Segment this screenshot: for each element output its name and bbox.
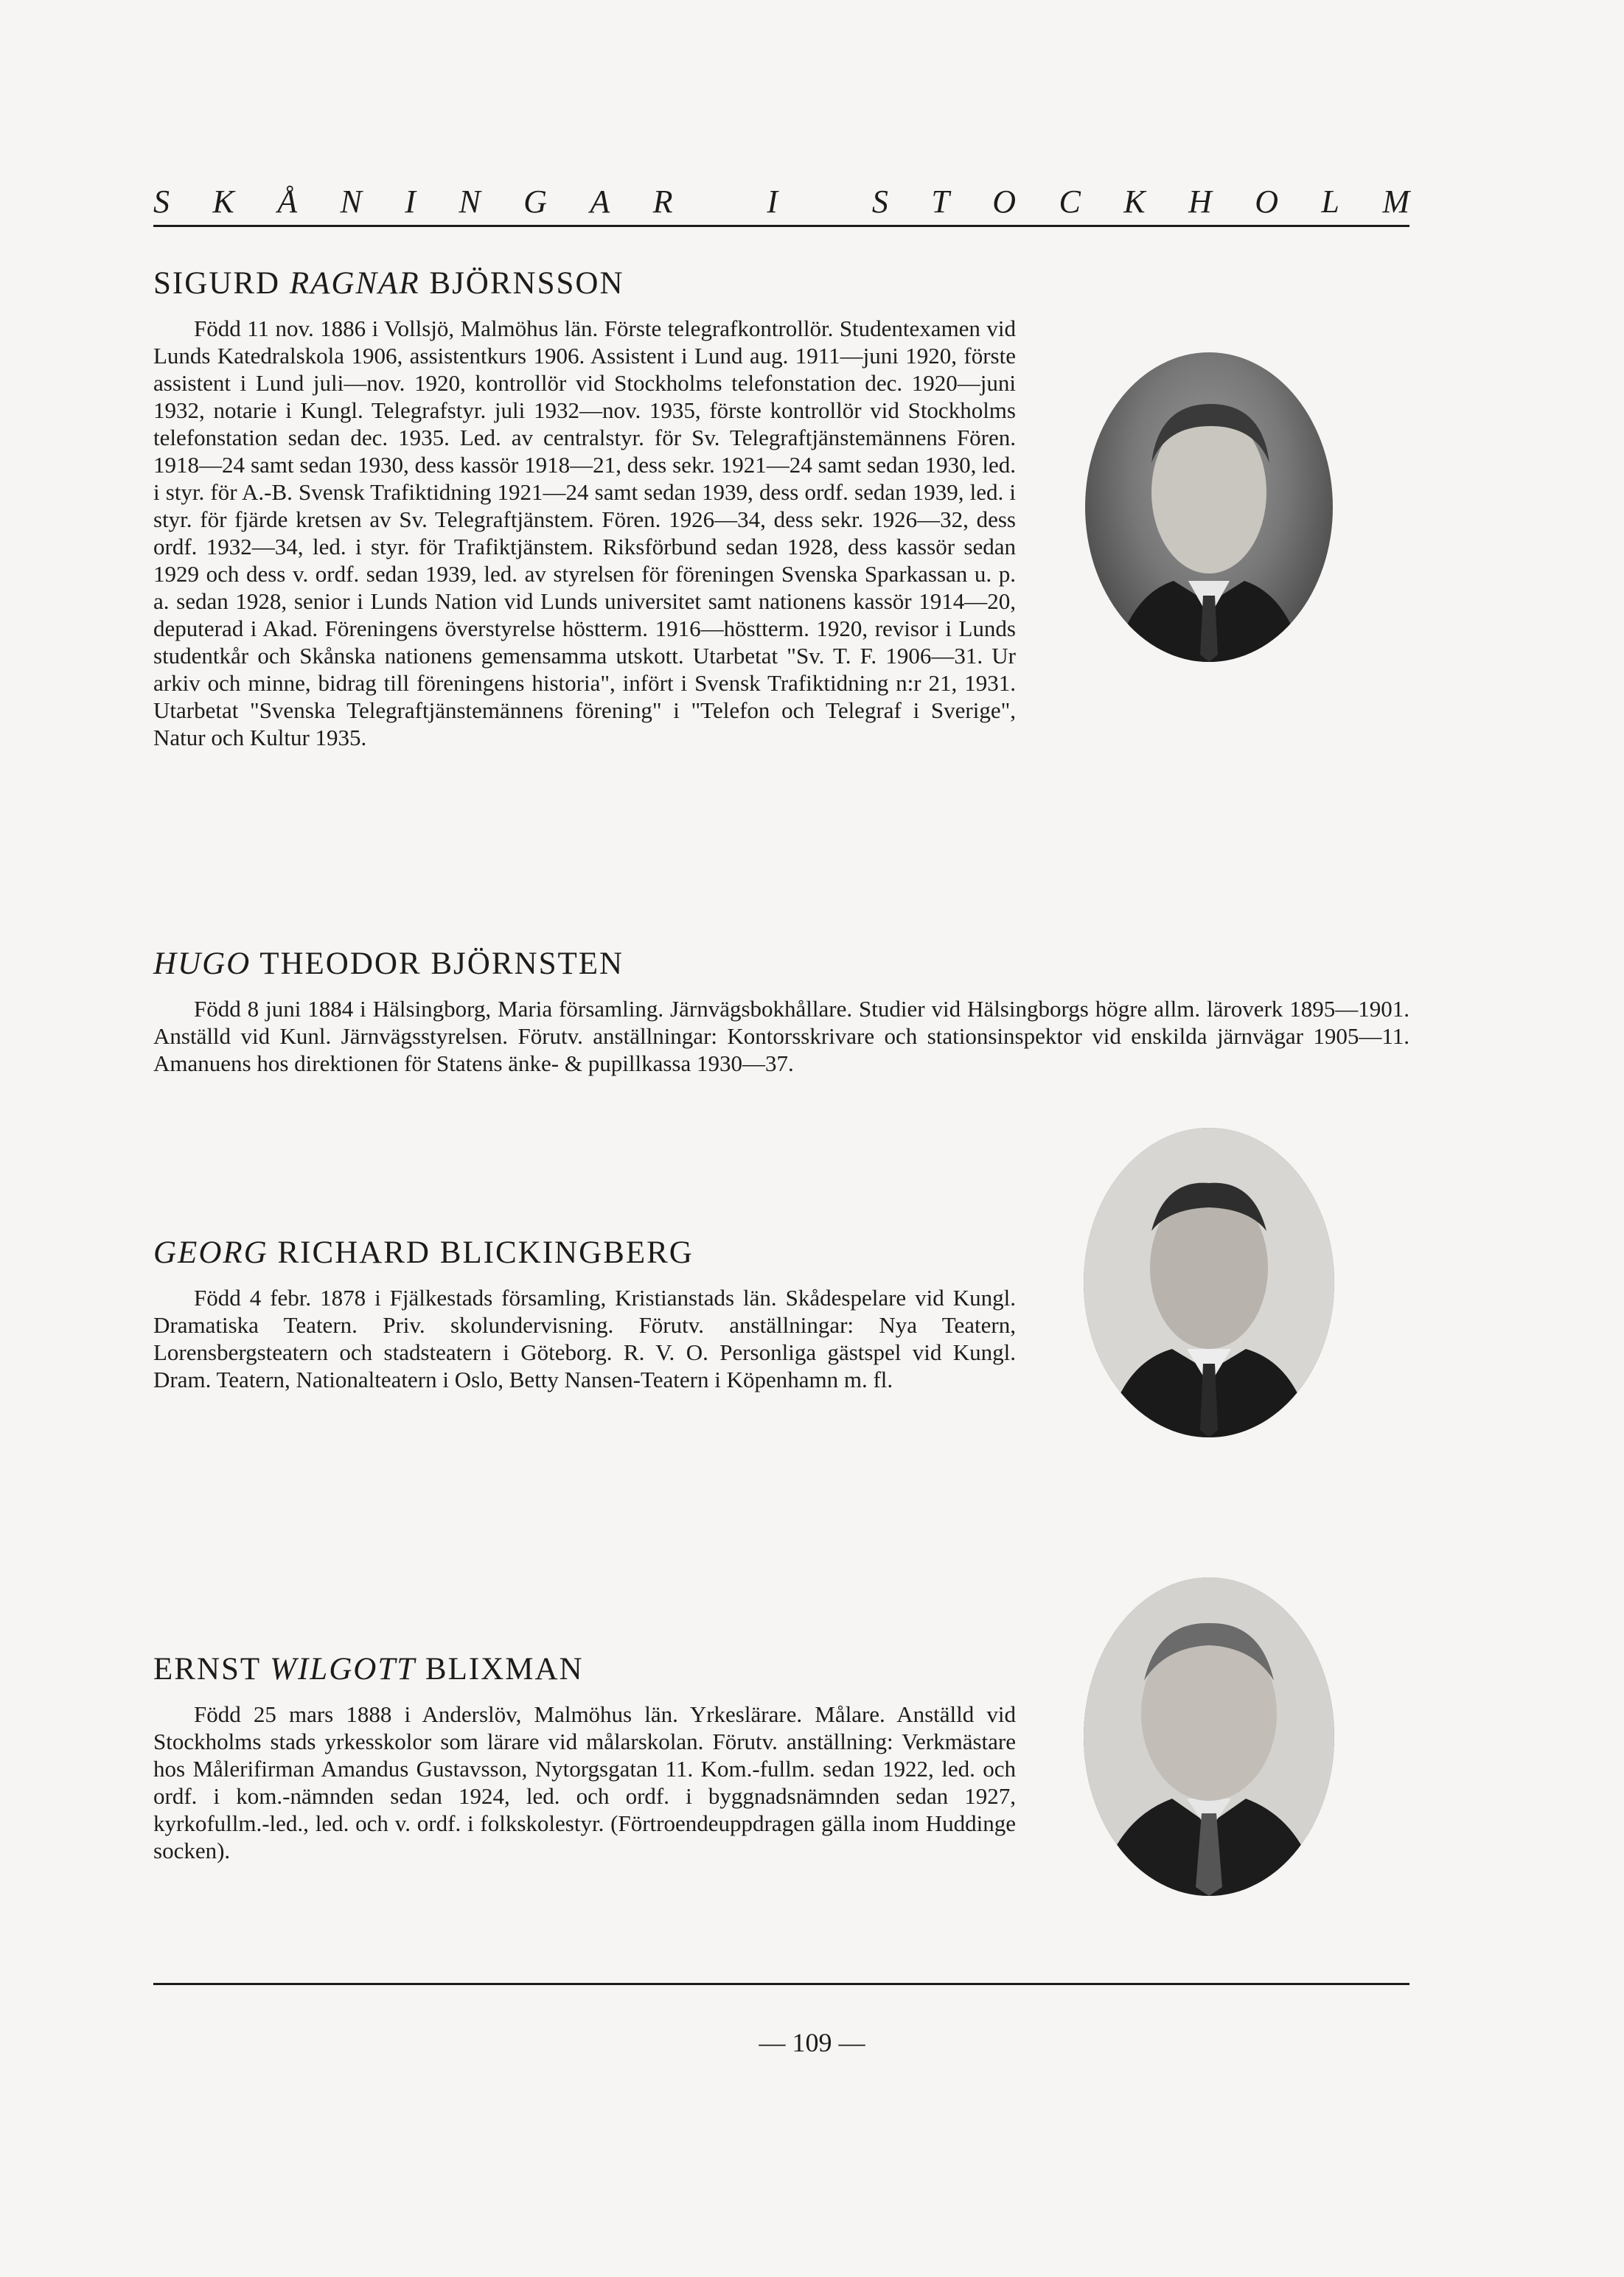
running-head-letter: S [871,184,888,220]
portrait-photo [1084,1128,1334,1437]
running-head-letter [820,183,829,220]
entry-bio: Född 11 nov. 1886 i Vollsjö, Malmöhus län. Förste telegrafkontrollör. Studentexamen vid Lunds Katedralskola 1906, assistentkurs 1906. Assistent i Lund aug. 1911—juni 1920, förste assistent i Lund juli—nov. 1920, kontrollör vid Stockholms telefonstation dec. 1920—juni 1932, notarie i Kungl. Telegrafstyr. juli 1932—nov. 1935, förste kontrollör vid Stockholms telefonstation sedan dec. 1935. Led. av centralstyr. för Sv. Telegraftjänstemännens Fören. 1918—24 samt sedan 1930, dess kassör 1918—21, dess sekr. 1921—24 samt sedan 1930, led. i styr. för A.-B. Svensk Trafiktidning 1921—24 samt sedan 1939, dess ordf. sedan 1939, led. i styr. för fjärde kretsen av Sv. Telegraftjänstem. Fören. 1926—34, dess sekr. 1926—32, dess ordf. 1932—34, led. i styr. för Trafiktjänstem. Riksförbund sedan 1928, dess kassör sedan 1929 och dess v. ordf. sedan 1939, led. av styrelsen för föreningen Svenska Sparkassan u. p. a. sedan 1928, senior i Lunds Nation vid Lunds universitet samt nationens kassör 1914—20, deputerad i Akad. Föreningens överstyrelse höstterm. 1916—höstterm. 1920, revisor i Lunds studentkår och Skånska nationens gemensamma utskott. Utarbetat "Sv. T. F. 1906—31. Ur arkiv och minne, bidrag till föreningens historia", infört i Svensk Trafiktidning n:r 21, 1931. Utarbetat "Svenska Telegraftjänstemännens förening" i "Telefon och Telegraf i Sverige", Natur och Kultur 1935. [153,315,1016,750]
running-head-letter: K [212,184,234,220]
entry-name: SIGURD RAGNAR BJÖRNSSON [153,266,624,301]
running-head-letter: N [459,184,481,220]
running-head-letter: I [405,184,416,220]
running-head-letter: O [1255,184,1278,220]
entry-bjornsson [153,265,1016,751]
running-head-letter: C [1059,184,1081,220]
running-head-letter [716,183,724,220]
entry-name: GEORG RICHARD BLICKINGBERG [153,1235,694,1270]
portrait-photo [1085,352,1333,662]
running-head-letter: Å [277,184,298,220]
running-head-letter: K [1123,184,1146,220]
running-head-letter: G [523,184,547,220]
footer-rule [153,1983,1409,1985]
running-head-letter: R [652,184,673,220]
entry-bio: Född 4 febr. 1878 i Fjälkestads församling, Kristianstads län. Skådespelare vid Kungl. Dramatiska Teatern. Priv. skolundervisning. Förutv. anställningar: Nya Teatern, Lorensbergsteatern och stadsteatern i Göteborg. R. V. O. Personliga gästspel vid Kungl. Dram. Teatern, Nationalteatern i Oslo, Betty Nansen-Teatern i Köpenhamn m. fl. [153,1285,1016,1392]
entry-blickingberg [153,1235,1016,1393]
header-rule [153,225,1409,227]
running-head [153,183,1409,220]
entry-name: ERNST WILGOTT BLIXMAN [153,1652,584,1687]
portrait-photo [1084,1577,1334,1896]
entry-bio: Född 25 mars 1888 i Anderslöv, Malmöhus län. Yrkeslärare. Målare. Anställd vid Stockholms stads yrkesskolor som lärare vid målarskolan. Förutv. anställning: Verkmästare hos Målerifirman Amandus Gustavsson, Nytorgsgatan 11. Kom.-fullm. sedan 1922, led. och ordf. i kom.-nämnden sedan 1924, led. och ordf. i byggnadsnämnden sedan 1927, kyrkofullm.-led., led. och v. ordf. i folkskolestyr. (Förtroendeuppdragen gälla inom Huddinge socken). [153,1701,1016,1863]
entry-bjornsten [153,946,1409,1077]
running-head-letter: M [1382,184,1409,220]
entry-blixman [153,1651,1016,1864]
running-head-letter: I [767,184,778,220]
running-head-letter: T [931,184,949,220]
entry-bio: Född 8 juni 1884 i Hälsingborg, Maria församling. Järnvägsbokhållare. Studier vid Hälsingborgs högre allm. läroverk 1895—1901. Anställd vid Kunl. Järnvägsstyrelsen. Förutv. anställningar: Kontorsskrivare och stationsinspektor vid enskilda järnvägar 1905—11. Amanuens hos direktionen för Statens änke- & pupillkassa 1930—37. [153,996,1409,1076]
running-head-letter: N [340,184,362,220]
page-number: — 109 — [759,2028,865,2057]
running-head-letter: A [590,184,610,220]
running-head-letter: L [1321,184,1339,220]
running-head-letter: O [992,184,1017,220]
running-head-letter: S [153,184,170,220]
entry-name: HUGO THEODOR BJÖRNSTEN [153,946,624,981]
running-head-letter: H [1188,184,1212,220]
